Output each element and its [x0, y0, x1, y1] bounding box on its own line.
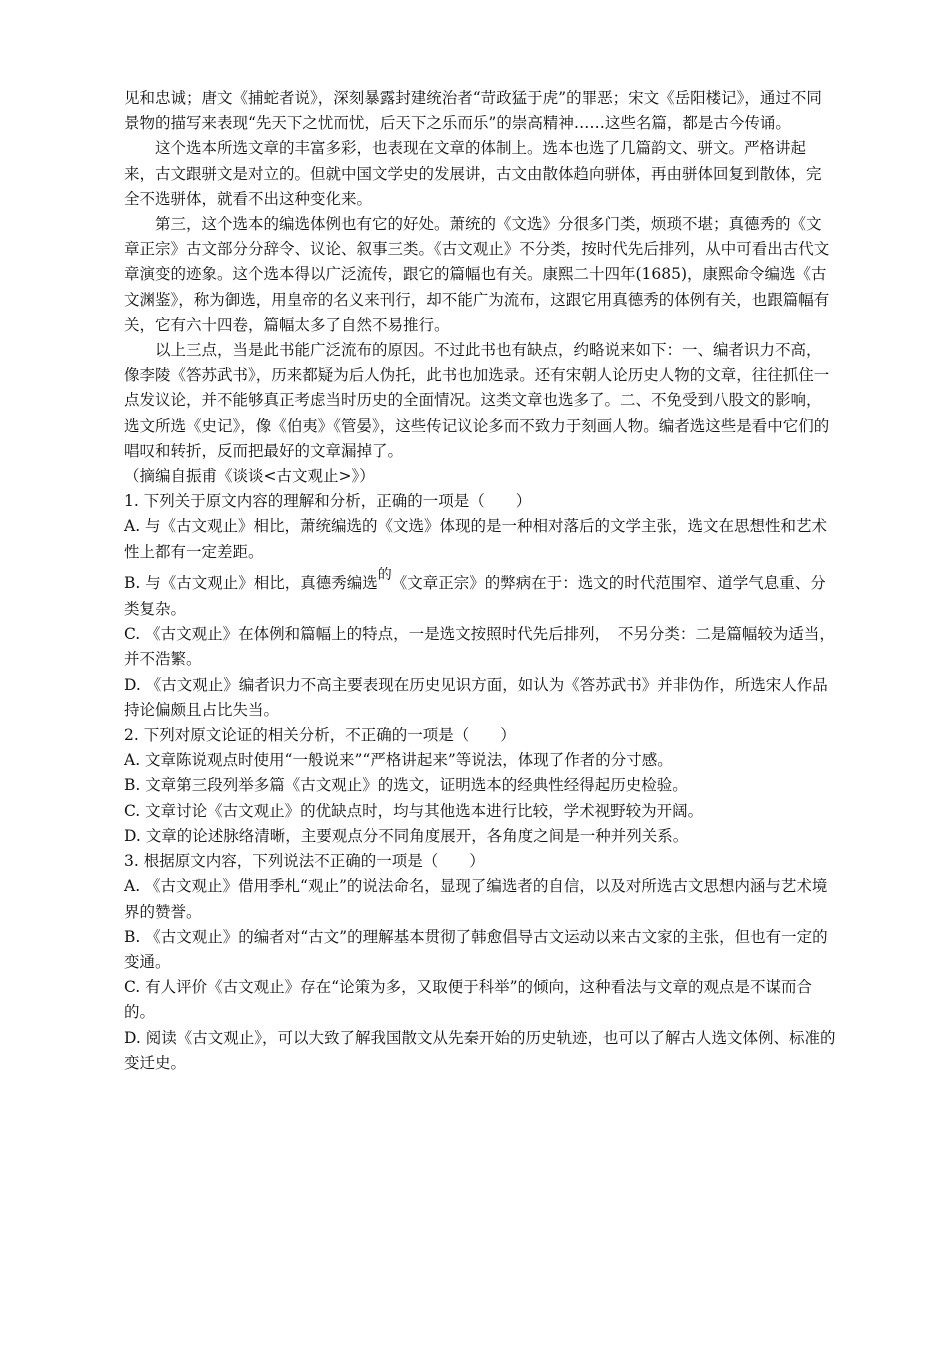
passage-paragraph-0: 见和忠诚；唐文《捕蛇者说》，深刻暴露封建统治者“苛政猛于虎”的罪恶；宋文《岳阳楼记》，通过不同景物的描写来表现“先天下之忧而忧，后天下之乐而乐”的崇高精神……这些名篇，都是古今传诵。 [124, 89, 822, 133]
question-2-stem: 2. 下列对原文论证的相关分析，不正确的一项是（ ） [124, 726, 516, 745]
question-1-option-a: A. 与《古文观止》相比，萧统编选的《文选》体现的是一种相对落后的文学主张，选文在思想性和艺术性上都有一定差距。 [124, 517, 828, 561]
question-3-option-a: A. 《古文观止》借用季札“观止”的说法命名，显现了编选者的自信，以及对所选古文思想内涵与艺术境界的赞誉。 [124, 877, 828, 921]
question-3-option-d: D. 阅读《古文观止》，可以大致了解我国散文从先秦开始的历史轨迹，也可以了解古人选文体例、标准的变迁史。 [124, 1028, 836, 1072]
question-3-option-b: B. 《古文观止》的编者对“古文”的理解基本贯彻了韩愈倡导古文运动以来古文家的主张，但也有一定的变通。 [124, 927, 828, 971]
question-2-option-b: B. 文章第三段列举多篇《古文观止》的选文，证明选本的经典性经得起历史检验。 [124, 776, 688, 795]
passage-paragraph-2: 第三，这个选本的编选体例也有它的好处。萧统的《文选》分很多门类，烦琐不堪；真德秀的《文章正宗》古文部分分辞令、议论、叙事三类。《古文观止》不分类，按时代先后排列，从中可看出古代文章演变的迹象。这个选本得以广泛流传，跟它的篇幅也有关。康熙二十四年(1685)，康熙命令编选《古文渊鉴》，称为御选，用皇帝的名义来刊行，却不能广为流布，这跟它用真德秀的体例有关，也跟篇幅有关，它有六十四卷，篇幅太多了自然不易推行。 [124, 215, 830, 334]
passage-source: （摘编自振甫《谈谈<古文观止>》） [124, 467, 375, 486]
question-1-option-b [124, 566, 836, 622]
question-1-stem: 1. 下列关于原文内容的理解和分析，正确的一项是（ ） [124, 492, 532, 511]
question-1-option-b-rest: 《文章正宗》的弊病在于：选文的时代范围窄、道学气息重、分类复杂。 [124, 573, 826, 619]
question-2-option-c: C. 文章讨论《古文观止》的优缺点时，均与其他选本进行比较，学术视野较为开阔。 [124, 801, 704, 820]
question-3-stem: 3. 根据原文内容，下列说法不正确的一项是（ ） [124, 852, 485, 871]
question-2-option-a: A. 文章陈说观点时使用“一般说来”“严格讲起来”等说法，体现了作者的分寸感。 [124, 751, 673, 770]
document-page [124, 86, 836, 1076]
question-1-option-b-text: B. 与《古文观止》相比，真德秀编选 [124, 573, 378, 592]
passage-paragraph-3: 以上三点，当是此书能广泛流布的原因。不过此书也有缺点，约略说来如下：一、编者识力不高，像李陵《答苏武书》，历来都疑为后人伪托，此书也加选录。还有宋朝人论历史人物的文章，往往抓住一点发议论，并不能够真正考虑当时历史的全面情况。这类文章也选多了。二、不免受到八股文的影响，选文所选《史记》，像《伯夷》《管晏》，这些传记议论多而不致力于刻画人物。编者选这些是看中它们的唱叹和转折，反而把最好的文章漏掉了。 [124, 341, 830, 460]
question-1-option-d: D. 《古文观止》编者识力不高主要表现在历史见识方面，如认为《答苏武书》并非伪作，所选宋人作品持论偏颇且占比失当。 [124, 675, 828, 719]
question-2-option-d: D. 文章的论述脉络清晰，主要观点分不同角度展开，各角度之间是一种并列关系。 [124, 826, 689, 845]
passage-paragraph-1: 这个选本所选文章的丰富多彩，也表现在文章的体制上。选本也选了几篇韵文、骈文。严格讲起来，古文跟骈文是对立的。但就中国文学史的发展讲，古文由散体趋向骈体，再由骈体回复到散体，完全不选骈体，就看不出这种变化来。 [124, 139, 822, 208]
question-1-option-c: C. 《古文观止》在体例和篇幅上的特点，一是选文按照时代先后排列， 不另分类：二是篇幅较为适当，并不浩繁。 [124, 625, 835, 669]
question-1-option-b-raised-char: 的 [377, 566, 392, 583]
question-3-option-c: C. 有人评价《古文观止》存在“论策为多，又取便于科举”的倾向，这种看法与文章的观点是不谋而合的。 [124, 978, 813, 1022]
